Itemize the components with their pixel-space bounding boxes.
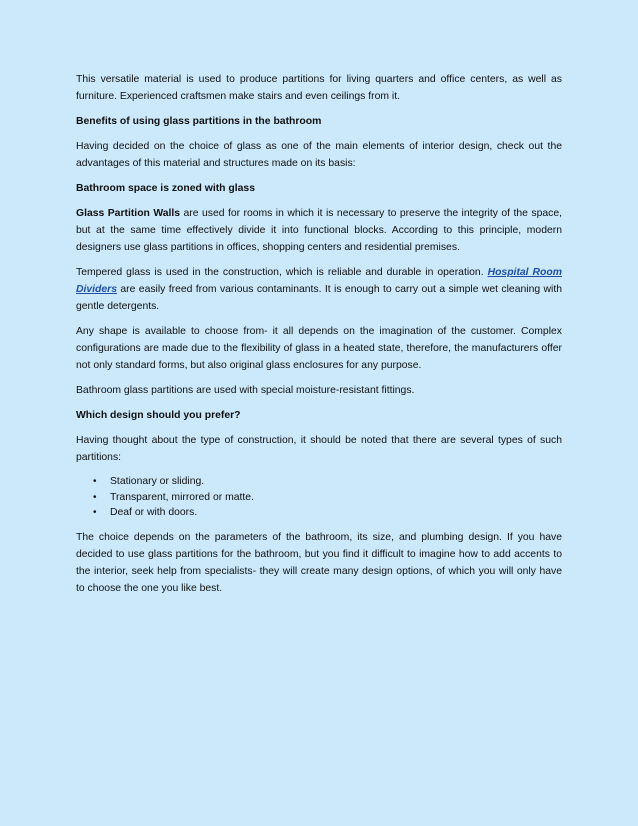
tempered-glass-paragraph <box>76 264 562 315</box>
heading-zoned: Bathroom space is zoned with glass <box>76 183 255 194</box>
partition-walls-text: are used for rooms in which it is necessary to preserve the integrity of the space, but at the same time effectively divide it into functional blocks. According to this principle, modern designers use glass partitions in offices, shopping centers and residential premises. <box>76 208 562 253</box>
fittings-paragraph: Bathroom glass partitions are used with special moisture-resistant fittings. <box>76 385 415 396</box>
partition-types-list <box>76 474 562 521</box>
partition-walls-paragraph <box>76 205 562 256</box>
tempered-glass-text-start: Tempered glass is used in the construction, which is reliable and durable in operation. <box>76 267 488 278</box>
bullet-icon: • <box>93 491 97 503</box>
list-item-text: Stationary or sliding. <box>110 476 205 487</box>
hospital-room-dividers-link[interactable]: Hospital Room Dividers <box>76 267 562 295</box>
partition-walls-term: Glass Partition Walls <box>76 208 181 219</box>
types-paragraph: Having thought about the type of construction, it should be noted that there are several types of such partitions: <box>76 435 562 463</box>
bullet-icon: • <box>93 476 97 487</box>
list-item <box>76 474 562 490</box>
shape-paragraph: Any shape is available to choose from- it all depends on the imagination of the customer. Complex configurations are made due to the flexibility of glass in a heated state, therefore, the manufacturers offer not only standard forms, but also original glass enclosures for any purpose. <box>76 326 562 371</box>
document-body <box>76 71 562 605</box>
list-item <box>76 490 562 506</box>
bullet-icon: • <box>93 507 97 518</box>
tempered-glass-text-rest: are easily freed from various contaminants. It is enough to carry out a simple wet cleaning with gentle detergents. <box>76 284 562 312</box>
list-item-text: Transparent, mirrored or matte. <box>110 491 254 503</box>
benefits-paragraph: Having decided on the choice of glass as one of the main elements of interior design, check out the advantages of this material and structures made on its basis: <box>76 141 562 169</box>
conclusion-paragraph: The choice depends on the parameters of the bathroom, its size, and plumbing design. If you have decided to use glass partitions for the bathroom, but you find it difficult to imagine how to add accents to the interior, seek help from specialists- they will create many design options, of which you will only have to choose the one you like best. <box>76 531 562 594</box>
list-item-text: Deaf or with doors. <box>110 507 198 518</box>
list-item <box>76 505 562 521</box>
heading-design: Which design should you prefer? <box>76 410 241 421</box>
heading-benefits: Benefits of using glass partitions in the bathroom <box>76 116 322 127</box>
intro-paragraph: This versatile material is used to produce partitions for living quarters and office centers, as well as furniture. Experienced craftsmen make stairs and even ceilings from it. <box>76 74 562 102</box>
